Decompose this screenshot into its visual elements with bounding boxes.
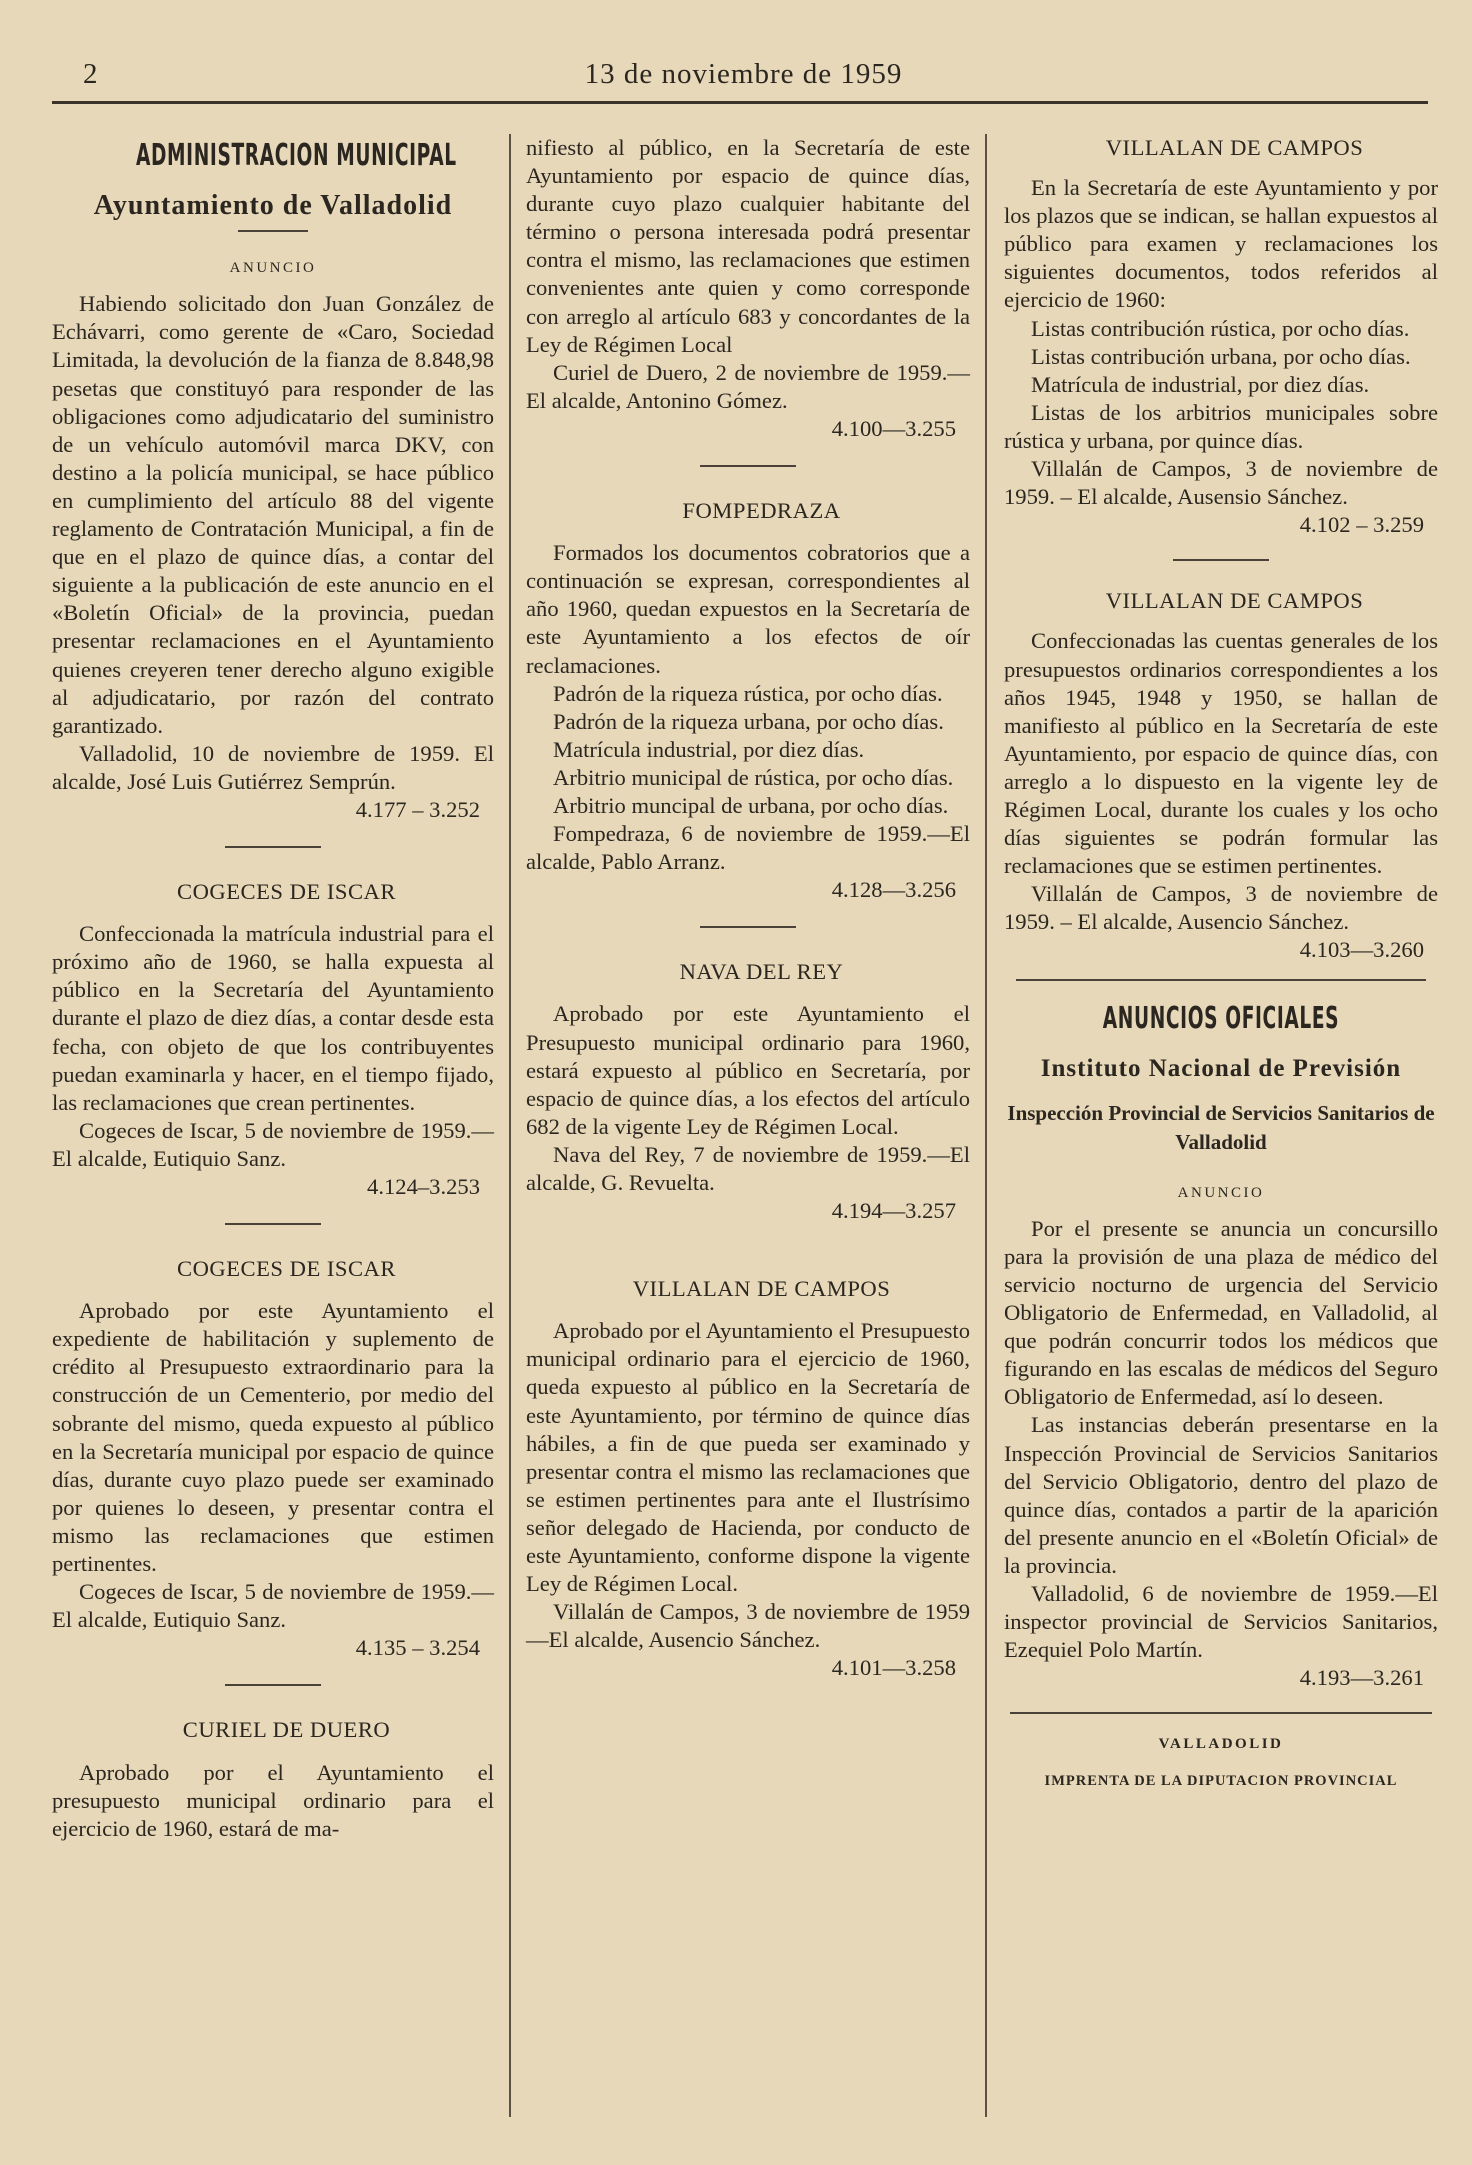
- divider: [1173, 559, 1269, 561]
- notice-ref: 4.102 – 3.259: [1299, 512, 1424, 538]
- notice-ref: 4.101—3.258: [831, 1655, 956, 1681]
- notice-title: VILLALAN DE CAMPOS: [1105, 135, 1364, 160]
- notice-ref: 4.100—3.255: [831, 415, 956, 441]
- notice-body: Por el presente se anuncia un concursillo para la provisión de una plaza de médico del servicio nocturno de urgencia del Servicio Obligatorio de Enfermedad, en Valladolid, al que podrán concurrir todos los médicos que figurando en las escalas de médicos del Seguro Obligatorio de Enfermedad, así lo deseen.: [1004, 1215, 1438, 1410]
- printer-city: VALLADOLID: [1158, 1736, 1284, 1753]
- notice-title: CURIEL DE DUERO: [182, 1717, 391, 1743]
- notice-ref: 4.193—3.261: [1299, 1665, 1424, 1691]
- notice-signature: Villalán de Campos, 3 de noviembre de 1959. – El alcalde, Ausensio Sánchez.: [1004, 456, 1438, 510]
- notice-ref: 4.194—3.257: [831, 1198, 956, 1224]
- divider: [1016, 979, 1426, 981]
- notice-signature: Villalán de Campos, 3 de noviembre de 1959. – El alcalde, Ausencio Sánchez.: [1004, 881, 1438, 935]
- notice-ref: 4.103—3.260: [1299, 937, 1424, 963]
- divider: [700, 465, 796, 467]
- notice-signature: Curiel de Duero, 2 de noviembre de 1959.—El alcalde, Antonino Gómez.: [526, 359, 970, 413]
- notice-title: VILLALAN DE CAMPOS: [1105, 588, 1364, 614]
- page-number: 2: [83, 58, 98, 90]
- notice-signature: Nava del Rey, 7 de noviembre de 1959.—El alcalde, G. Revuelta.: [526, 1141, 970, 1195]
- column-1: [52, 134, 494, 1843]
- notice-body: Confeccionadas las cuentas generales de los presupuestos ordinarios correspondientes a los años 1945, 1948 y 1950, se hallan de manifiesto al público en la Secretaría de este Ayuntamiento, por espacio de quince días, con arreglo a lo dispuesto en la vigente ley de Régimen Local, durante los cuales y los ocho días siguientes se podrán formular las reclamaciones que se estimen pertinentes.: [1004, 628, 1438, 879]
- column-2: [526, 134, 970, 1683]
- notice-title: COGECES DE ISCAR: [177, 1256, 396, 1282]
- notice-ref: 4.128—3.256: [831, 877, 956, 903]
- notice-body: En la Secretaría de este Ayuntamiento y por los plazos que se indican, se hallan expuestos al público para examen y reclamaciones los siguientes documentos, todos referidos al ejercicio de 1960:: [1004, 175, 1438, 313]
- notice-body: nifiesto al público, en la Secretaría de este Ayuntamiento por espacio de quince días, durante cuyo plazo cualquier habitante del término o persona interesada podrá presentar contra el mismo, las reclamaciones que estimen convenientes ante quien y como corresponde con arreglo al artículo 683 y concordantes de la Ley de Régimen Local: [526, 135, 970, 357]
- notice-ref: 4.135 – 3.254: [355, 1635, 480, 1661]
- notice-body: Aprobado por el Ayuntamiento el Presupuesto municipal ordinario para el ejercicio de 1960, queda expuesto al público en la Secretaría de este Ayuntamiento, por término de quince días hábiles, a fin de que pueda ser examinado y presentar contra el mismo las reclamaciones que se estimen pertinentes para ante el Ilustrísimo señor delegado de Hacienda, por conducto de este Ayuntamiento, conforme dispone la vigente Ley de Régimen Local.: [526, 1318, 970, 1597]
- page-date: 13 de noviembre de 1959: [584, 58, 903, 90]
- notice-ref: 4.124–3.253: [367, 1174, 480, 1199]
- header-rule: [52, 101, 1428, 104]
- notice-body: Las instancias deberán presentarse en la Inspección Provincial de Servicios Sanitarios del Servicio Obligatorio, dentro del plazo de quince días, contados a partir de la aparición del presente anuncio en el «Boletín Oficial» de la provincia.: [1004, 1412, 1438, 1578]
- list-item: Padrón de la riqueza urbana, por ocho días.: [553, 708, 944, 734]
- list-item: Listas contribución rústica, por ocho días.: [1031, 315, 1410, 341]
- column-divider: [985, 134, 987, 2117]
- list-item: Listas de los arbitrios municipales sobre rústica y urbana, por quince días.: [1004, 399, 1438, 453]
- page-header: [55, 56, 1432, 94]
- notice-body: Formados los documentos cobratorios que a continuación se expresan, correspondientes al año 1960, quedan expuestos en la Secretaría de este Ayuntamiento a los efectos de oír reclamaciones.: [526, 540, 970, 678]
- column-3: [1004, 134, 1438, 1795]
- section-banner: ANUNCIOS OFICIALES: [1102, 1000, 1340, 1036]
- notice-signature: Valladolid, 6 de noviembre de 1959.—El inspector provincial de Servicios Sanitarios, Ezequiel Polo Martín.: [1004, 1581, 1438, 1663]
- notice-title: VILLALAN DE CAMPOS: [632, 1276, 891, 1302]
- notice-label: ANUNCIO: [1177, 1184, 1265, 1201]
- divider: [238, 230, 308, 232]
- notice-title: COGECES DE ISCAR: [177, 879, 396, 905]
- notice-signature: Valladolid, 10 de noviembre de 1959. El alcalde, José Luis Gutiérrez Semprún.: [52, 740, 494, 794]
- notice-label: ANUNCIO: [229, 260, 317, 277]
- institute-title: Instituto Nacional de Previsión: [1040, 1054, 1402, 1082]
- notice-signature: Fompedraza, 6 de noviembre de 1959.—El alcalde, Pablo Arranz.: [526, 821, 970, 875]
- notice-title: NAVA DEL REY: [679, 959, 844, 985]
- list-item: Padrón de la riqueza rústica, por ocho días.: [553, 680, 943, 706]
- council-title: Ayuntamiento de Valladolid: [93, 190, 453, 222]
- printer-name: IMPRENTA DE LA DIPUTACION PROVINCIAL: [1044, 1772, 1398, 1789]
- notice-body: Aprobado por el Ayuntamiento el presupuesto municipal ordinario para el ejercicio de 1960, estará de ma-: [52, 1759, 494, 1841]
- divider: [225, 1684, 321, 1686]
- list-item: Arbitrio muncipal de urbana, por ocho días.: [553, 792, 949, 818]
- divider: [225, 1223, 321, 1225]
- column-divider: [509, 134, 511, 2117]
- notice-body: Confeccionada la matrícula industrial para el próximo año de 1960, se halla expuesta al público en la Secretaría del Ayuntamiento durante el plazo de diez días, a contar desde esta fecha, con objeto de que los contribuyentes puedan examinarla y hacer, en el tiempo fijado, las reclamaciones que crean pertinentes.: [52, 921, 494, 1115]
- notice-body: Aprobado por este Ayuntamiento el Presupuesto municipal ordinario para 1960, estará expuesto al público en Secretaría, por espacio de quince días, a los efectos del artículo 682 de la vigente Ley de Régimen Local.: [526, 1001, 970, 1139]
- list-item: Matrícula industrial, por diez días.: [553, 736, 865, 762]
- notice-body: Habiendo solicitado don Juan González de Echávarri, como gerente de «Caro, Sociedad Limitada, la devolución de la fianza de 8.848,98 pesetas que constituyó para responder de las obligaciones como adjudicatario del suministro de un vehículo automóvil marca DKV, con destino a la policía municipal, se hace público en cumplimiento del artículo 88 del vigente reglamento de Contratación Municipal, a fin de que en el plazo de quince días, a contar del siguiente a la publicación de este anuncio en el «Boletín Oficial» de la provincia, puedan presentar reclamaciones en el Ayuntamiento quienes creyeren tener derecho alguno exigible al adjudicatario, por razón del contrato garantizado.: [52, 291, 494, 738]
- section-banner: ADMINISTRACION MUNICIPAL: [135, 138, 457, 173]
- notice-signature: Villalán de Campos, 3 de noviembre de 1959—El alcalde, Ausencio Sánchez.: [526, 1599, 970, 1653]
- divider: [700, 926, 796, 928]
- list-item: Arbitrio municipal de rústica, por ocho días.: [553, 764, 954, 790]
- notice-signature: Cogeces de Iscar, 5 de noviembre de 1959.—El alcalde, Eutiquio Sanz.: [52, 1117, 494, 1171]
- list-item: Listas contribución urbana, por ocho días.: [1031, 343, 1411, 369]
- list-item: Matrícula de industrial, por diez días.: [1031, 371, 1370, 397]
- notice-title: FOMPEDRAZA: [682, 498, 841, 524]
- notice-body: Aprobado por este Ayuntamiento el expediente de habilitación y suplemento de crédito al Presupuesto extraordinario para la construcción de un Cementerio, por medio del sobrante del mismo, queda expuesto al público en la Secretaría municipal por espacio de quince días, durante cuyo plazo puede ser examinado por quienes lo deseen, y presentar contra el mismo las reclamaciones que estimen pertinentes.: [52, 1298, 494, 1577]
- notice-signature: Cogeces de Iscar, 5 de noviembre de 1959.—El alcalde, Eutiquio Sanz.: [52, 1579, 494, 1633]
- inspection-title: Inspección Provincial de Servicios Sanitarios de Valladolid: [1007, 1100, 1435, 1154]
- divider: [1010, 1712, 1432, 1714]
- divider: [225, 846, 321, 848]
- notice-ref: 4.177 – 3.252: [355, 796, 480, 822]
